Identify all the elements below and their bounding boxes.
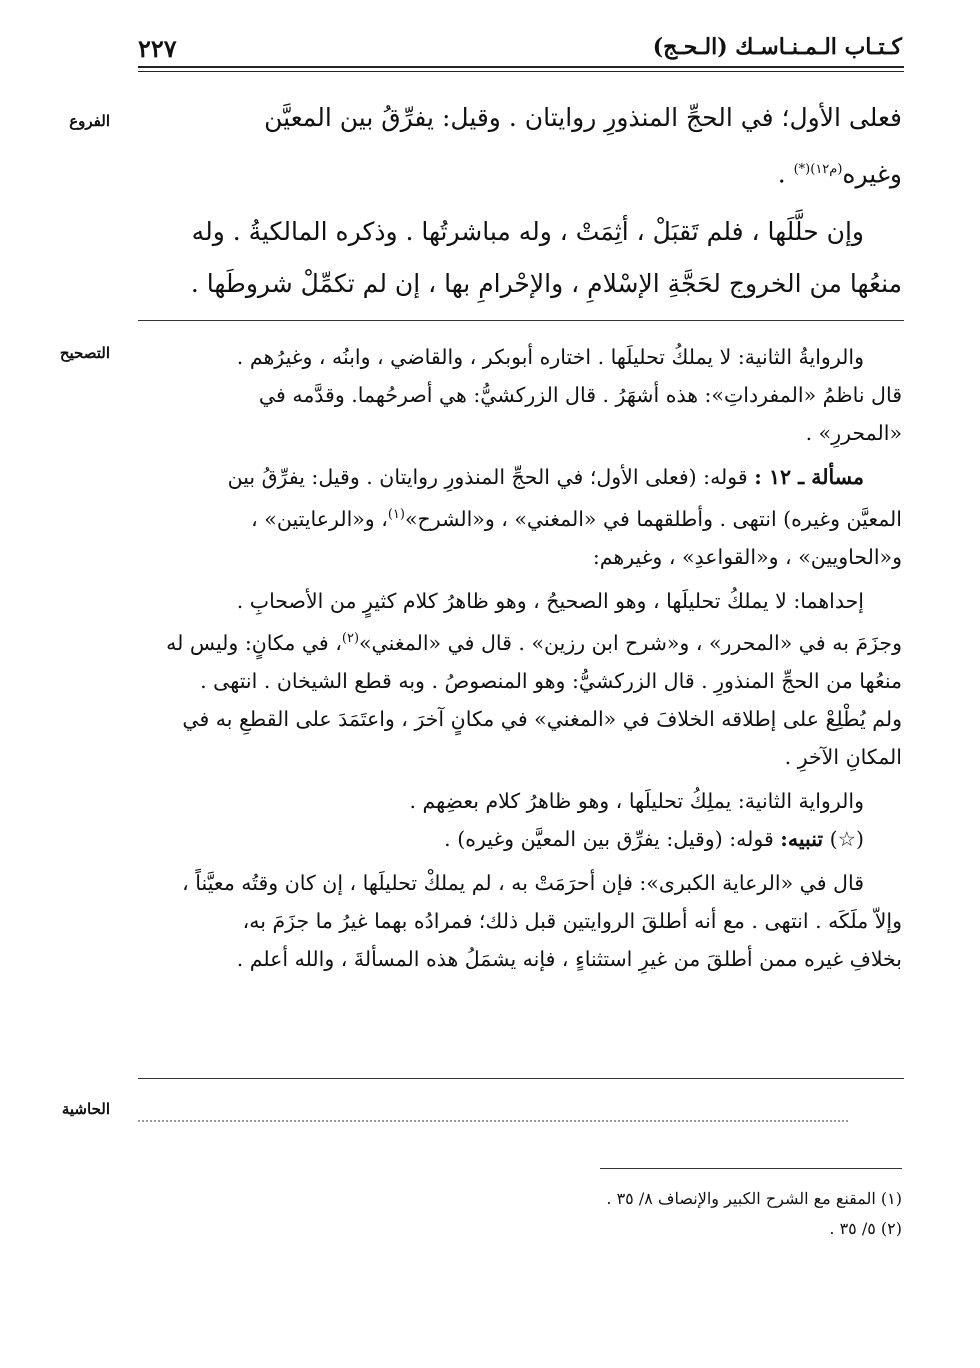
tashih-text-block — [132, 338, 902, 978]
margin-label-furu: الفروع — [69, 112, 110, 130]
hashiya-dotted-line — [138, 1120, 848, 1122]
margin-label-hashiya: الحاشية — [61, 1100, 110, 1118]
tashih-line: ولم يُطْلِعْ على إطلاقه الخلافَ في «المغني» في مكانٍ آخرَ ، واعتَمَدَ على القطعِ به في — [182, 706, 902, 731]
tashih-line: والروايةُ الثانية: لا يملكُ تحليلَها . اختاره أبوبكر ، والقاضي ، وابنُه ، وغيرُهم . — [236, 345, 864, 369]
running-header-title: كـتـاب الـمـنـاسـك (الـحـج) — [652, 34, 902, 60]
tashih-line — [132, 458, 902, 496]
footnote-ref: (٢) — [341, 630, 360, 646]
tanbih-heading: تنبيه: — [780, 826, 824, 851]
tashih-line: منعُها من الحجِّ المنذورِ . قال الزركشيُّ: وهو المنصوصُ . وبه قطع الشيخان . انتهى . — [200, 668, 902, 693]
tashih-line: و«الحاويين» ، و«القواعدِ» ، وغيرهم: — [592, 544, 902, 569]
section-separator — [138, 1078, 904, 1079]
tashih-line — [132, 496, 902, 538]
tashih-line — [132, 820, 902, 858]
masala-heading: مسألة ـ ١٢ : — [754, 465, 864, 489]
tashih-line-text: قوله: (فعلى الأول؛ في الحجِّ المنذورِ روايتان . وقيل: يفرِّقُ بين — [227, 465, 755, 489]
tashih-line: «المحررِ» . — [805, 421, 902, 445]
tashih-line-text: ، و«الرعايتين» ، — [251, 506, 388, 531]
tashih-line: المكانِ الآخرِ . — [784, 744, 902, 769]
furu-line: فعلى الأول؛ في الحجِّ المنذورِ روايتان . وقيل: يفرِّقُ بين المعيَّن — [264, 103, 902, 132]
tashih-line: بخلافِ غيره ممن أطلقَ من غيرِ استثناءٍ ، فإنه يشمَلُ هذه المسألةَ ، والله أعلم . — [236, 946, 902, 971]
header-rule-thick — [138, 66, 904, 68]
tashih-line-text: المعيَّن وغيره) انتهى . وأطلقهما في «المغني» ، و«الشرح» — [404, 506, 902, 531]
page-number: ٢٢٧ — [138, 34, 177, 63]
section-separator — [138, 320, 904, 321]
footnote-1: (١) المقنع مع الشرح الكبير والإنصاف ٨/ ٣٥ . — [606, 1189, 902, 1208]
tashih-line: قال في «الرعاية الكبرى»: فإن أحرَمَتْ به ، لم يملكْ تحليلَها ، إن كان وقتُه معيَّناً ، — [182, 870, 864, 895]
tashih-line — [132, 620, 902, 662]
furu-line — [132, 144, 902, 200]
tashih-line: والرواية الثانية: يملِكُ تحليلَها ، وهو ظاهرُ كلام بعضِهم . — [409, 788, 864, 813]
furu-line-text: وغيره — [842, 159, 902, 189]
footnote-ref: (١) — [387, 507, 405, 522]
tashih-line: وإلاّ ملَكَه . انتهى . مع أنه أطلقَ الروايتين قبل ذلك؛ فمرادُه بهما غيرُ ما جزَمَ به، — [242, 908, 902, 933]
margin-label-tashih: التصحيح — [59, 344, 110, 362]
tashih-line-text: وجزَمَ به في «المحرر» ، و«شرح ابن رزين» . قال في «المغني» — [359, 630, 902, 655]
furu-line: وإن حلَّلَها ، فلم تَقبَلْ ، أثِمَتْ ، وله مباشرتُها . وذكره المالكيةُ . وله — [191, 217, 864, 247]
star-marker: (☆) — [823, 826, 864, 851]
tashih-line-text: قوله: (وقيل: يفرِّق بين المعيَّن وغيره) . — [444, 826, 781, 851]
furu-line: منعُها من الخروج لحَجَّةِ الإسْلامِ ، والإحْرامِ بها ، إن لم تكمِّلْ شروطَها . — [190, 269, 902, 299]
header-rule-thin — [138, 71, 904, 72]
furu-superscript: (م١٢)(*) — [793, 162, 843, 177]
tashih-line: قال ناظمُ «المفرداتِ»: هذه أشهَرُ . قال الزركشيُّ: هي أصرحُهما. وقدَّمه في — [258, 383, 902, 407]
furu-text-block — [132, 92, 902, 310]
furu-line-end: . — [777, 159, 794, 189]
tashih-line-text: ، في مكانٍ: وليس له — [166, 630, 342, 655]
footnote-2: (٢) ٥/ ٣٥ . — [829, 1219, 902, 1238]
footnotes-block — [132, 1184, 902, 1244]
footnote-rule — [600, 1168, 902, 1169]
tashih-line: إحداهما: لا يملكُ تحليلَها ، وهو الصحيحُ ، وهو ظاهرُ كلام كثيرٍ من الأصحابِ . — [236, 588, 864, 613]
